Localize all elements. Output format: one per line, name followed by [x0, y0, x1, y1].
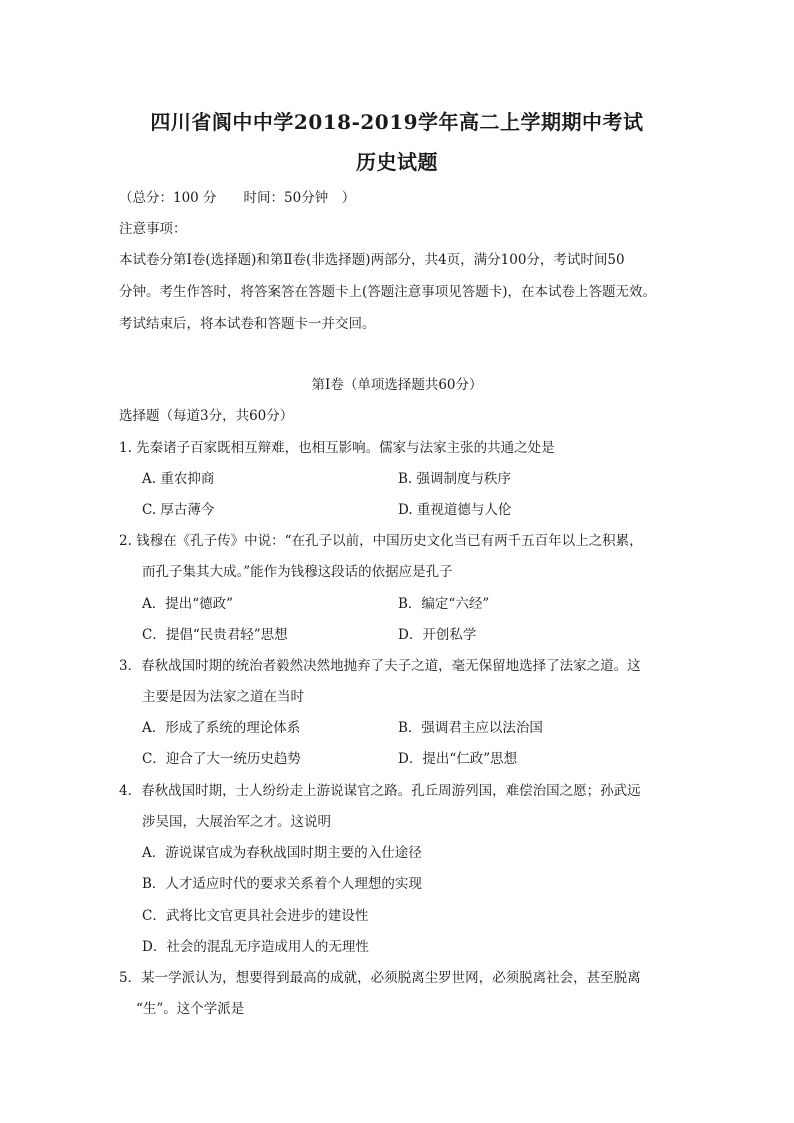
question-1-option-d: D. 重视道德与人伦 — [398, 502, 512, 518]
question-2-option-d: D．开创私学 — [398, 627, 477, 643]
notice-heading: 注意事项： — [119, 221, 187, 237]
question-3-option-d: D．提出“仁政”思想 — [398, 751, 518, 767]
question-1-stem: 1. 先秦诸子百家既相互辩难，也相互影响。儒家与法家主张的共通之处是 — [119, 440, 555, 456]
question-3-stem: 3．春秋战国时期的统治者毅然决然地抛弃了夫子之道，毫无保留地选择了法家之道。这 — [119, 658, 641, 674]
question-2-stem: 而孔子集其大成。”能作为钱穆这段话的依据应是孔子 — [142, 564, 453, 580]
question-2-option-c: C．提倡“民贵君轻”思想 — [142, 627, 288, 643]
question-3-option-c: C．迎合了大一统历史趋势 — [142, 751, 301, 767]
question-5-stem: “生”。这个学派是 — [136, 1001, 245, 1017]
notice-line: 考试结束后，将本试卷和答题卡一并交回。 — [119, 316, 376, 332]
notice-line: 分钟。考生作答时，将答案答在答题卡上(答题注意事项见答题卡)，在本试卷上答题无效。 — [119, 284, 657, 300]
exam-meta: （总分：100 分 时间：50分钟 ） — [119, 190, 356, 206]
question-1-option-a: A. 重农抑商 — [142, 471, 215, 487]
question-4-option-b: B．人才适应时代的要求关系着个人理想的实现 — [142, 876, 422, 892]
question-4-stem: 4．春秋战国时期，士人纷纷走上游说谋官之路。孔丘周游列国，难偿治国之愿；孙武远 — [119, 783, 641, 799]
exam-title: 四川省阆中中学2018-2019学年高二上学期期中考试 — [150, 110, 644, 134]
question-4-stem: 涉吴国，大展治军之才。这说明 — [142, 814, 331, 830]
notice-line: 本试卷分第Ⅰ卷(选择题)和第Ⅱ卷(非选择题)两部分，共4页，满分100分，考试时间50 — [119, 252, 625, 268]
question-1-option-c: C. 厚古薄今 — [142, 502, 215, 518]
question-2-stem: 2. 钱穆在《孔子传》中说：“在孔子以前，中国历史文化当已有两千五百年以上之积累， — [119, 533, 643, 549]
question-4-option-c: C．武将比文官更具社会进步的建设性 — [142, 908, 369, 924]
question-4-option-a: A．游说谋官成为春秋战国时期主要的入仕途径 — [142, 845, 422, 861]
question-4-option-d: D．社会的混乱无序造成用人的无理性 — [142, 939, 369, 955]
exam-subtitle: 历史试题 — [356, 150, 438, 174]
question-5-stem: 5．某一学派认为，想要得到最高的成就，必须脱离尘罗世网，必须脱离社会，甚至脱离 — [119, 970, 641, 986]
question-3-stem: 主要是因为法家之道在当时 — [142, 689, 304, 705]
question-3-option-b: B．强调君主应以法治国 — [398, 720, 543, 736]
question-1-option-b: B. 强调制度与秩序 — [398, 471, 512, 487]
question-2-option-a: A．提出“德政” — [142, 596, 234, 612]
section-title: 第Ⅰ卷（单项选择题共60分） — [311, 377, 483, 393]
section-subtitle: 选择题（每道3分，共60分） — [119, 408, 294, 424]
question-2-option-b: B．编定“六经” — [398, 596, 490, 612]
question-3-option-a: A．形成了系统的理论体系 — [142, 720, 301, 736]
